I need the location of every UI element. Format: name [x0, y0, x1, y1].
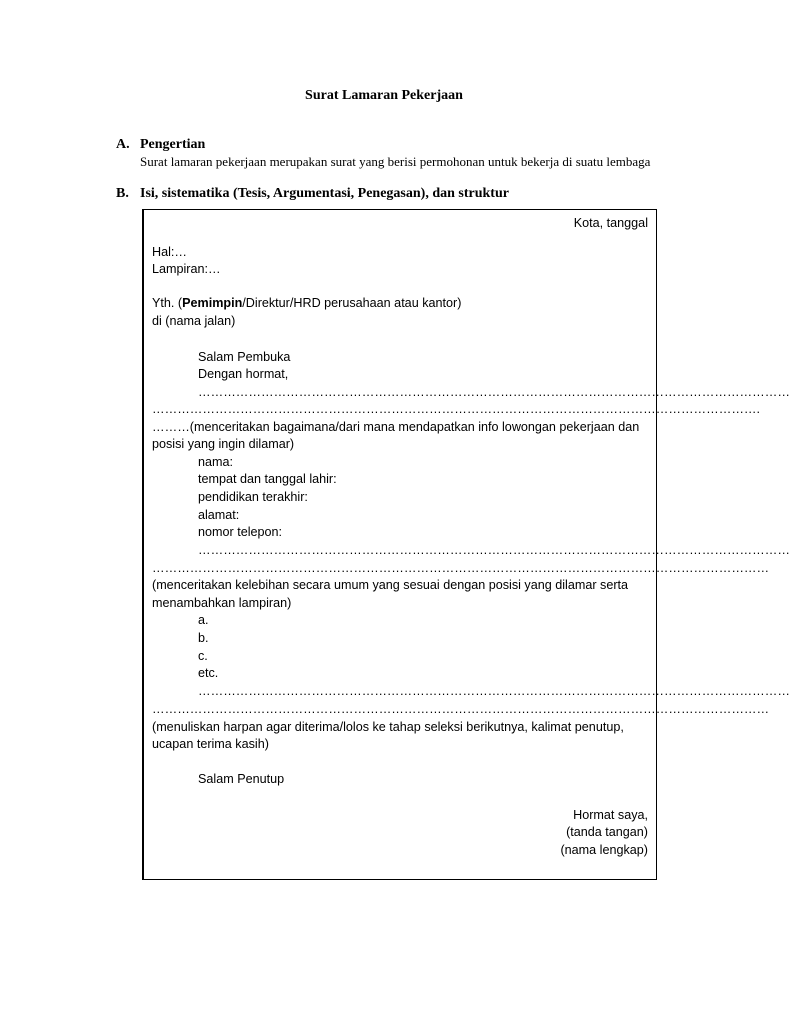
hormat-saya: Hormat saya, — [573, 808, 648, 822]
recipient-prefix: Yth. ( — [152, 296, 183, 310]
recipient-line — [152, 295, 461, 312]
field-tempat-tanggal-lahir: tempat dan tanggal lahir: — [198, 472, 337, 486]
dotted-line-full-2: ………………………………………………………………………………………………………………………………… — [152, 561, 770, 575]
paragraph-1: ………(menceritakan bagaimana/dari mana mendapatkan info lowongan pekerjaan dan — [152, 420, 640, 434]
field-alamat: alamat: — [198, 508, 240, 522]
lampiran-line: Lampiran:… — [152, 262, 221, 276]
address-line: di (nama jalan) — [152, 314, 236, 328]
section-b-marker: B. — [116, 186, 129, 201]
dotted-line-indent-1: …………………………………………………………………………………………………………………………… — [198, 385, 790, 399]
section-a-marker: A. — [116, 137, 130, 152]
nama-lengkap: (nama lengkap) — [560, 843, 648, 857]
section-b-heading — [116, 186, 509, 202]
recipient-suffix: /Direktur/HRD perusahaan atau kantor) — [242, 296, 462, 310]
section-a-title: Pengertian — [140, 137, 206, 152]
dotted-line-full-1: ………………………………………………………………………………………………………………………………. — [152, 402, 760, 416]
document-title: Surat Lamaran Pekerjaan — [305, 88, 463, 103]
section-a-heading — [116, 137, 205, 153]
list-item-b: b. — [198, 631, 209, 645]
list-item-etc: etc. — [198, 666, 219, 680]
place-date: Kota, tanggal — [573, 216, 648, 230]
list-item-c: c. — [198, 649, 208, 663]
list-item-a: a. — [198, 613, 209, 627]
field-nama: nama: — [198, 455, 234, 469]
section-b-title: Isi, sistematika (Tesis, Argumentasi, Penegasan), dan struktur — [140, 186, 509, 201]
paragraph-3-cont: ucapan terima kasih) — [152, 737, 269, 751]
paragraph-2-cont: menambahkan lampiran) — [152, 596, 292, 610]
field-pendidikan: pendidikan terakhir: — [198, 490, 308, 504]
dotted-line-indent-2: …………………………………………………………………………………………………………………………… — [198, 543, 790, 557]
dotted-line-full-3: ………………………………………………………………………………………………………………………………… — [152, 702, 770, 716]
dengan-hormat: Dengan hormat, — [198, 367, 289, 381]
hal-line: Hal:… — [152, 245, 187, 259]
section-a-body: Surat lamaran pekerjaan merupakan surat yang berisi permohonan untuk bekerja di suatu lembaga — [140, 154, 651, 169]
paragraph-2: (menceritakan kelebihan secara umum yang sesuai dengan posisi yang dilamar serta — [152, 578, 629, 592]
paragraph-1-cont: posisi yang ingin dilamar) — [152, 437, 295, 451]
salam-penutup: Salam Penutup — [198, 772, 285, 786]
field-nomor-telepon: nomor telepon: — [198, 525, 283, 539]
dotted-line-indent-3: …………………………………………………………………………………………………………………………… — [198, 684, 790, 698]
recipient-bold: Pemimpin — [182, 296, 243, 310]
paragraph-3: (menuliskan harpan agar diterima/lolos ke tahap seleksi berikutnya, kalimat penutup, — [152, 720, 624, 734]
salam-pembuka: Salam Pembuka — [198, 350, 291, 364]
tanda-tangan: (tanda tangan) — [566, 825, 648, 839]
